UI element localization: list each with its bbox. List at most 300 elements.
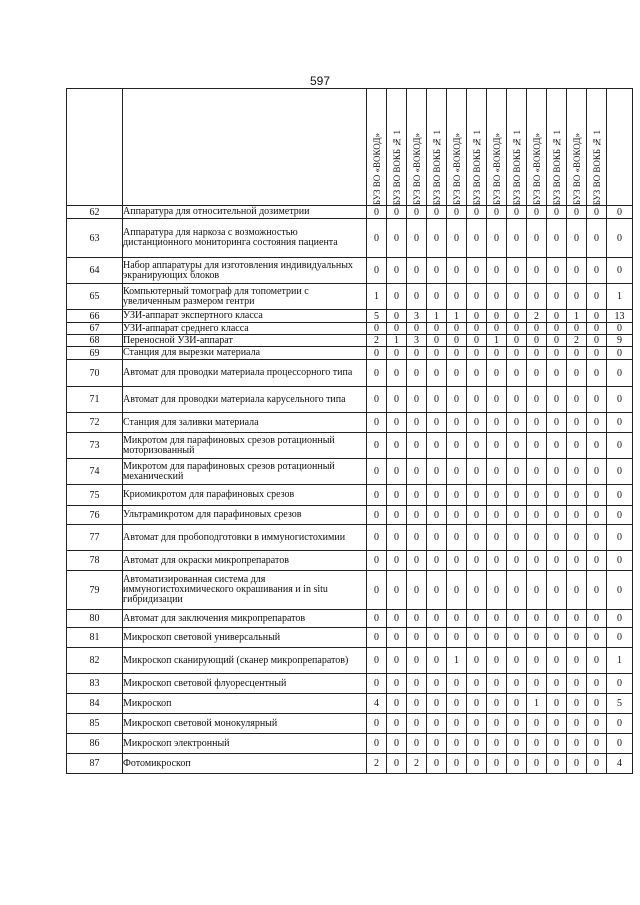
- value-cell: 0: [447, 525, 467, 551]
- value-cell: 0: [487, 387, 507, 413]
- value-cell: 0: [587, 571, 607, 610]
- table-row: [67, 219, 633, 258]
- value-cell: 0: [587, 323, 607, 335]
- total-cell: 0: [607, 360, 633, 387]
- value-cell: 0: [367, 610, 387, 628]
- table-row: [67, 206, 633, 219]
- value-cell: 0: [367, 551, 387, 571]
- value-cell: 0: [487, 506, 507, 525]
- value-cell: 0: [467, 628, 487, 648]
- value-cell: 0: [547, 525, 567, 551]
- value-cell: 0: [547, 387, 567, 413]
- value-cell: 0: [407, 648, 427, 674]
- value-cell: 0: [387, 694, 407, 714]
- value-cell: 0: [427, 347, 447, 360]
- total-cell: 0: [607, 206, 633, 219]
- header-number-cell: [67, 89, 123, 206]
- equipment-name-cell: УЗИ-аппарат среднего класса: [123, 323, 367, 335]
- value-cell: 0: [427, 323, 447, 335]
- value-cell: 0: [567, 258, 587, 284]
- column-header: [567, 89, 587, 206]
- row-number-cell: 71: [67, 387, 123, 413]
- value-cell: 0: [527, 648, 547, 674]
- value-cell: 0: [407, 610, 427, 628]
- value-cell: 0: [427, 284, 447, 310]
- value-cell: 0: [587, 413, 607, 433]
- value-cell: 0: [547, 310, 567, 323]
- value-cell: 0: [367, 571, 387, 610]
- table-row: [67, 485, 633, 506]
- value-cell: 0: [407, 485, 427, 506]
- row-number-cell: 67: [67, 323, 123, 335]
- value-cell: 0: [547, 628, 567, 648]
- column-header-label: БУЗ ВО ВОКБ № 1: [471, 129, 482, 205]
- value-cell: 0: [507, 610, 527, 628]
- value-cell: 2: [367, 754, 387, 774]
- value-cell: 0: [447, 694, 467, 714]
- table-row: [67, 360, 633, 387]
- value-cell: 0: [507, 571, 527, 610]
- value-cell: 0: [367, 674, 387, 694]
- value-cell: 0: [487, 459, 507, 485]
- value-cell: 0: [447, 551, 467, 571]
- value-cell: 0: [447, 284, 467, 310]
- value-cell: 0: [527, 387, 547, 413]
- value-cell: 1: [427, 310, 447, 323]
- value-cell: 0: [467, 734, 487, 754]
- equipment-name-cell: Автоматизированная система для иммуногистохимического окрашивания и in situ гибридизации: [123, 571, 367, 610]
- value-cell: 0: [387, 485, 407, 506]
- value-cell: 0: [487, 525, 507, 551]
- column-header: [447, 89, 467, 206]
- value-cell: 0: [447, 219, 467, 258]
- value-cell: 0: [587, 734, 607, 754]
- value-cell: 0: [567, 459, 587, 485]
- value-cell: 0: [527, 674, 547, 694]
- value-cell: 0: [567, 648, 587, 674]
- value-cell: 0: [587, 694, 607, 714]
- value-cell: 0: [407, 219, 427, 258]
- value-cell: 0: [467, 219, 487, 258]
- table-row: [67, 648, 633, 674]
- value-cell: 0: [487, 714, 507, 734]
- value-cell: 0: [467, 485, 487, 506]
- equipment-name-cell: Автомат для проводки материала процессорного типа: [123, 360, 367, 387]
- value-cell: 0: [527, 525, 547, 551]
- value-cell: 0: [387, 347, 407, 360]
- value-cell: 0: [487, 360, 507, 387]
- equipment-name-cell: Станция для заливки материала: [123, 413, 367, 433]
- total-cell: 0: [607, 551, 633, 571]
- value-cell: 0: [527, 506, 547, 525]
- value-cell: 0: [527, 219, 547, 258]
- value-cell: 0: [407, 714, 427, 734]
- value-cell: 0: [367, 413, 387, 433]
- equipment-name-cell: Микроскоп сканирующий (сканер микропрепаратов): [123, 648, 367, 674]
- value-cell: 0: [387, 459, 407, 485]
- value-cell: 0: [387, 360, 407, 387]
- equipment-name-cell: УЗИ-аппарат экспертного класса: [123, 310, 367, 323]
- value-cell: 0: [487, 258, 507, 284]
- value-cell: 0: [447, 610, 467, 628]
- value-cell: 0: [547, 433, 567, 459]
- value-cell: 0: [547, 506, 567, 525]
- row-number-cell: 65: [67, 284, 123, 310]
- value-cell: 0: [487, 310, 507, 323]
- row-number-cell: 69: [67, 347, 123, 360]
- value-cell: 0: [427, 219, 447, 258]
- row-number-cell: 87: [67, 754, 123, 774]
- row-number-cell: 74: [67, 459, 123, 485]
- value-cell: 0: [467, 310, 487, 323]
- value-cell: 0: [427, 610, 447, 628]
- row-number-cell: 83: [67, 674, 123, 694]
- value-cell: 0: [527, 485, 547, 506]
- value-cell: 0: [427, 714, 447, 734]
- value-cell: 0: [547, 571, 567, 610]
- value-cell: 0: [567, 219, 587, 258]
- row-number-cell: 86: [67, 734, 123, 754]
- value-cell: 0: [447, 413, 467, 433]
- value-cell: 3: [407, 335, 427, 347]
- value-cell: 0: [507, 433, 527, 459]
- table-row: [67, 459, 633, 485]
- value-cell: 0: [567, 571, 587, 610]
- total-cell: 0: [607, 413, 633, 433]
- value-cell: 0: [547, 219, 567, 258]
- value-cell: 0: [587, 433, 607, 459]
- value-cell: 0: [527, 335, 547, 347]
- value-cell: 0: [547, 323, 567, 335]
- equipment-name-cell: Фотомикроскоп: [123, 754, 367, 774]
- value-cell: 0: [387, 413, 407, 433]
- column-header: [507, 89, 527, 206]
- table-row: [67, 284, 633, 310]
- value-cell: 0: [467, 694, 487, 714]
- header-row: [67, 89, 633, 206]
- value-cell: 1: [367, 284, 387, 310]
- value-cell: 1: [527, 694, 547, 714]
- table-row: [67, 310, 633, 323]
- equipment-name-cell: Автомат для окраски микропрепаратов: [123, 551, 367, 571]
- value-cell: 0: [487, 413, 507, 433]
- value-cell: 0: [487, 433, 507, 459]
- value-cell: 0: [467, 284, 487, 310]
- equipment-name-cell: Переносной УЗИ-аппарат: [123, 335, 367, 347]
- row-number-cell: 77: [67, 525, 123, 551]
- value-cell: 0: [507, 284, 527, 310]
- value-cell: 0: [387, 219, 407, 258]
- value-cell: 0: [387, 551, 407, 571]
- value-cell: 0: [567, 610, 587, 628]
- value-cell: 1: [447, 310, 467, 323]
- header-name-cell: [123, 89, 367, 206]
- value-cell: 0: [507, 525, 527, 551]
- value-cell: 0: [527, 433, 547, 459]
- value-cell: 0: [467, 360, 487, 387]
- value-cell: 0: [527, 323, 547, 335]
- value-cell: 0: [547, 694, 567, 714]
- value-cell: 0: [527, 459, 547, 485]
- value-cell: 0: [507, 648, 527, 674]
- total-cell: 0: [607, 674, 633, 694]
- value-cell: 0: [407, 413, 427, 433]
- value-cell: 0: [507, 734, 527, 754]
- value-cell: 0: [487, 734, 507, 754]
- value-cell: 0: [387, 714, 407, 734]
- value-cell: 0: [567, 714, 587, 734]
- total-cell: 1: [607, 648, 633, 674]
- equipment-name-cell: Станция для вырезки материала: [123, 347, 367, 360]
- column-header: [547, 89, 567, 206]
- value-cell: 0: [467, 714, 487, 734]
- value-cell: 0: [507, 674, 527, 694]
- table-row: [67, 694, 633, 714]
- value-cell: 0: [467, 335, 487, 347]
- column-header-label: БУЗ ВО ВОКБ № 1: [391, 129, 402, 205]
- value-cell: 0: [427, 413, 447, 433]
- row-number-cell: 81: [67, 628, 123, 648]
- equipment-name-cell: Микротом для парафиновых срезов ротационный моторизованный: [123, 433, 367, 459]
- value-cell: 0: [467, 347, 487, 360]
- value-cell: 0: [387, 387, 407, 413]
- value-cell: 0: [387, 674, 407, 694]
- value-cell: 0: [387, 258, 407, 284]
- column-header-label: БУЗ ВО ВОКБ № 1: [551, 129, 562, 205]
- value-cell: 0: [467, 506, 487, 525]
- table-row: [67, 571, 633, 610]
- column-header-label: БУЗ ВО ВОКБ № 1: [511, 129, 522, 205]
- value-cell: 0: [567, 694, 587, 714]
- value-cell: 0: [427, 674, 447, 694]
- total-cell: 0: [607, 433, 633, 459]
- equipment-name-cell: Микроскоп световой флуоресцентный: [123, 674, 367, 694]
- value-cell: 0: [367, 525, 387, 551]
- value-cell: 0: [447, 628, 467, 648]
- value-cell: 0: [427, 387, 447, 413]
- row-number-cell: 68: [67, 335, 123, 347]
- equipment-name-cell: Автомат для проводки материала карусельного типа: [123, 387, 367, 413]
- value-cell: 0: [407, 284, 427, 310]
- table-row: [67, 347, 633, 360]
- total-cell: 0: [607, 714, 633, 734]
- value-cell: 0: [587, 360, 607, 387]
- value-cell: 0: [547, 551, 567, 571]
- value-cell: 0: [447, 206, 467, 219]
- value-cell: 0: [427, 459, 447, 485]
- value-cell: 0: [427, 360, 447, 387]
- value-cell: 0: [487, 347, 507, 360]
- value-cell: 0: [387, 206, 407, 219]
- value-cell: 4: [367, 694, 387, 714]
- value-cell: 0: [407, 525, 427, 551]
- total-cell: 1: [607, 284, 633, 310]
- value-cell: 0: [467, 610, 487, 628]
- row-number-cell: 84: [67, 694, 123, 714]
- value-cell: 0: [387, 310, 407, 323]
- value-cell: 0: [567, 284, 587, 310]
- value-cell: 0: [407, 347, 427, 360]
- value-cell: 0: [507, 206, 527, 219]
- value-cell: 0: [427, 506, 447, 525]
- value-cell: 0: [507, 628, 527, 648]
- value-cell: 0: [507, 335, 527, 347]
- value-cell: 0: [387, 284, 407, 310]
- value-cell: 0: [587, 610, 607, 628]
- value-cell: 0: [587, 506, 607, 525]
- column-header: [487, 89, 507, 206]
- value-cell: 0: [507, 413, 527, 433]
- equipment-name-cell: Набор аппаратуры для изготовления индивидуальных экранирующих блоков: [123, 258, 367, 284]
- value-cell: 0: [407, 506, 427, 525]
- column-header-label: БУЗ ВО «ВОКОД»: [371, 132, 382, 205]
- equipment-name-cell: Автомат для заключения микропрепаратов: [123, 610, 367, 628]
- value-cell: 0: [567, 734, 587, 754]
- equipment-name-cell: Компьютерный томограф для топометрии с увеличенным размером гентри: [123, 284, 367, 310]
- column-header-label: БУЗ ВО «ВОКОД»: [571, 132, 582, 205]
- value-cell: 0: [447, 258, 467, 284]
- value-cell: 0: [467, 323, 487, 335]
- value-cell: 0: [427, 571, 447, 610]
- row-number-cell: 76: [67, 506, 123, 525]
- value-cell: 1: [387, 335, 407, 347]
- value-cell: 0: [547, 206, 567, 219]
- value-cell: 0: [547, 335, 567, 347]
- column-header-label: БУЗ ВО ВОКБ № 1: [431, 129, 442, 205]
- total-cell: 0: [607, 506, 633, 525]
- total-cell: 4: [607, 754, 633, 774]
- value-cell: 0: [387, 323, 407, 335]
- value-cell: 2: [527, 310, 547, 323]
- row-number-cell: 85: [67, 714, 123, 734]
- equipment-name-cell: Автомат для пробоподготовки в иммуногистохимии: [123, 525, 367, 551]
- table-row: [67, 610, 633, 628]
- value-cell: 0: [367, 387, 387, 413]
- value-cell: 0: [507, 485, 527, 506]
- row-number-cell: 62: [67, 206, 123, 219]
- value-cell: 0: [427, 485, 447, 506]
- value-cell: 0: [407, 206, 427, 219]
- value-cell: 0: [387, 734, 407, 754]
- value-cell: 0: [467, 674, 487, 694]
- total-cell: 0: [607, 387, 633, 413]
- value-cell: 0: [507, 754, 527, 774]
- table-row: [67, 754, 633, 774]
- value-cell: 0: [387, 610, 407, 628]
- value-cell: 0: [547, 714, 567, 734]
- value-cell: 0: [587, 551, 607, 571]
- value-cell: 0: [547, 485, 567, 506]
- value-cell: 0: [367, 323, 387, 335]
- value-cell: 0: [567, 323, 587, 335]
- table-row: [67, 714, 633, 734]
- page-number: 597: [309, 74, 331, 88]
- equipment-name-cell: Криомикротом для парафиновых срезов: [123, 485, 367, 506]
- total-cell: 0: [607, 571, 633, 610]
- value-cell: 0: [447, 674, 467, 694]
- value-cell: 0: [487, 485, 507, 506]
- value-cell: 0: [547, 648, 567, 674]
- value-cell: 0: [487, 754, 507, 774]
- value-cell: 0: [467, 648, 487, 674]
- value-cell: 0: [587, 628, 607, 648]
- column-header-label: БУЗ ВО ВОКБ № 1: [591, 129, 602, 205]
- table-row: [67, 506, 633, 525]
- value-cell: 5: [367, 310, 387, 323]
- value-cell: 0: [447, 335, 467, 347]
- value-cell: 2: [367, 335, 387, 347]
- value-cell: 0: [507, 258, 527, 284]
- value-cell: 0: [567, 506, 587, 525]
- value-cell: 0: [387, 571, 407, 610]
- value-cell: 0: [367, 734, 387, 754]
- value-cell: 0: [467, 387, 487, 413]
- value-cell: 0: [547, 284, 567, 310]
- total-cell: 0: [607, 323, 633, 335]
- value-cell: 0: [447, 571, 467, 610]
- equipment-name-cell: Микроскоп: [123, 694, 367, 714]
- value-cell: 0: [587, 258, 607, 284]
- value-cell: 0: [447, 433, 467, 459]
- value-cell: 0: [587, 754, 607, 774]
- value-cell: 0: [587, 387, 607, 413]
- value-cell: 0: [467, 525, 487, 551]
- value-cell: 0: [527, 551, 547, 571]
- value-cell: 0: [427, 694, 447, 714]
- value-cell: 0: [447, 485, 467, 506]
- total-cell: 13: [607, 310, 633, 323]
- value-cell: 0: [387, 525, 407, 551]
- table-row: [67, 433, 633, 459]
- value-cell: 0: [407, 323, 427, 335]
- value-cell: 0: [567, 754, 587, 774]
- row-number-cell: 66: [67, 310, 123, 323]
- value-cell: 0: [467, 459, 487, 485]
- value-cell: 0: [527, 754, 547, 774]
- row-number-cell: 82: [67, 648, 123, 674]
- value-cell: 0: [547, 674, 567, 694]
- total-column-header: [607, 89, 633, 206]
- value-cell: 0: [367, 628, 387, 648]
- value-cell: 0: [367, 219, 387, 258]
- value-cell: 0: [547, 610, 567, 628]
- value-cell: 0: [547, 754, 567, 774]
- value-cell: 0: [587, 335, 607, 347]
- value-cell: 0: [367, 258, 387, 284]
- column-header: [427, 89, 447, 206]
- value-cell: 0: [447, 506, 467, 525]
- value-cell: 0: [407, 674, 427, 694]
- value-cell: 0: [487, 694, 507, 714]
- column-header-label: БУЗ ВО «ВОКОД»: [411, 132, 422, 205]
- value-cell: 0: [587, 459, 607, 485]
- value-cell: 0: [487, 648, 507, 674]
- value-cell: 0: [507, 694, 527, 714]
- value-cell: 0: [507, 347, 527, 360]
- value-cell: 0: [427, 433, 447, 459]
- value-cell: 0: [547, 258, 567, 284]
- value-cell: 0: [427, 551, 447, 571]
- value-cell: 0: [407, 734, 427, 754]
- column-header: [387, 89, 407, 206]
- row-number-cell: 80: [67, 610, 123, 628]
- equipment-name-cell: Ультрамикротом для парафиновых срезов: [123, 506, 367, 525]
- value-cell: 0: [407, 551, 427, 571]
- row-number-cell: 63: [67, 219, 123, 258]
- value-cell: 0: [507, 459, 527, 485]
- value-cell: 0: [527, 347, 547, 360]
- value-cell: 0: [567, 525, 587, 551]
